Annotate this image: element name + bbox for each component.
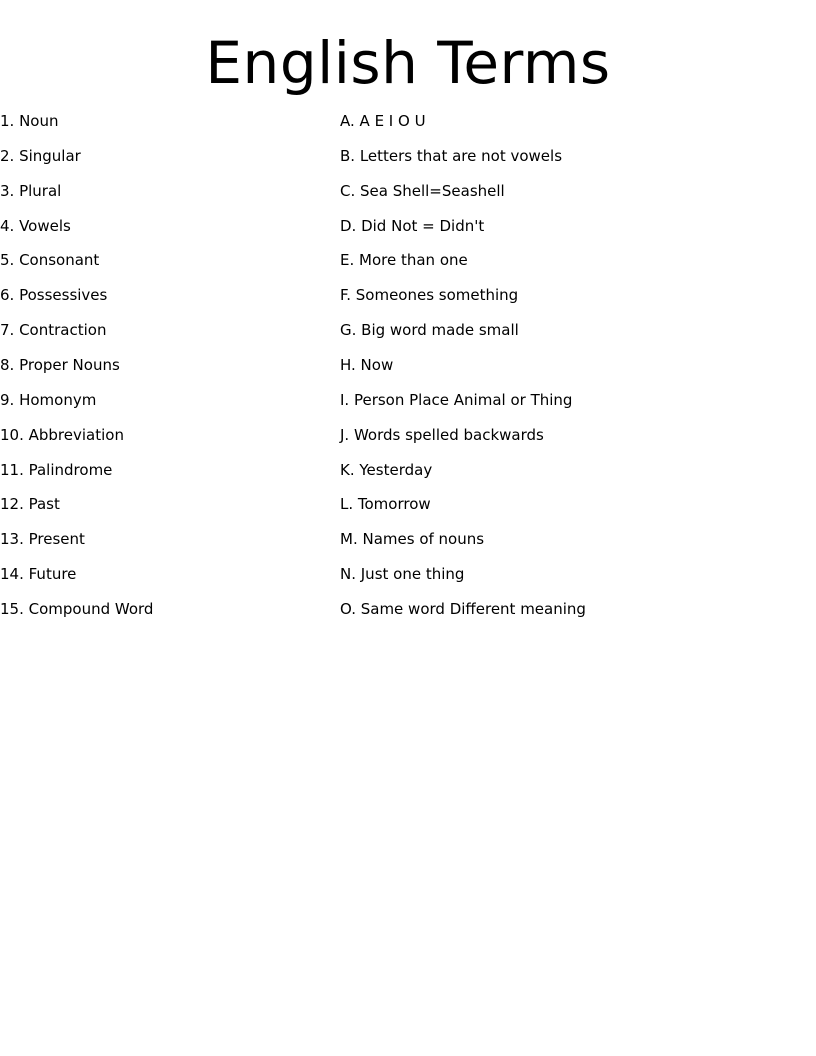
definition-item: G. Big word made small <box>340 321 519 340</box>
definition-item: B. Letters that are not vowels <box>340 146 563 165</box>
definition-item: D. Did Not = Didn't <box>340 216 485 235</box>
term-item: 3. Plural <box>0 181 62 200</box>
definition-item: C. Sea Shell=Seashell <box>340 181 505 200</box>
term-item: 12. Past <box>0 495 60 514</box>
term-item: 9. Homonym <box>0 390 97 409</box>
page-title: English Terms <box>205 29 611 97</box>
term-item: 7. Contraction <box>0 321 107 340</box>
term-item: 10. Abbreviation <box>0 425 124 444</box>
term-item: 13. Present <box>0 530 85 549</box>
definition-item: I. Person Place Animal or Thing <box>340 390 573 409</box>
definition-item: O. Same word Different meaning <box>340 600 586 619</box>
term-item: 15. Compound Word <box>0 600 154 619</box>
definition-item: M. Names of nouns <box>340 530 485 549</box>
term-item: 6. Possessives <box>0 286 108 305</box>
term-item: 1. Noun <box>0 112 59 130</box>
term-item: 11. Palindrome <box>0 460 113 479</box>
definition-item: L. Tomorrow <box>340 495 431 514</box>
term-item: 4. Vowels <box>0 216 71 235</box>
definitions-list <box>340 111 810 634</box>
definition-item: J. Words spelled backwards <box>340 425 544 444</box>
definition-item: A. A E I O U <box>340 112 426 130</box>
term-item: 14. Future <box>0 565 77 584</box>
term-item: 2. Singular <box>0 146 81 165</box>
definition-item: F. Someones something <box>340 286 519 305</box>
definition-item: H. Now <box>340 356 394 375</box>
definition-item: K. Yesterday <box>340 460 433 479</box>
definition-item: N. Just one thing <box>340 565 465 584</box>
terms-list <box>0 111 330 634</box>
term-item: 5. Consonant <box>0 251 100 270</box>
definition-item: E. More than one <box>340 251 468 270</box>
term-item: 8. Proper Nouns <box>0 356 120 375</box>
